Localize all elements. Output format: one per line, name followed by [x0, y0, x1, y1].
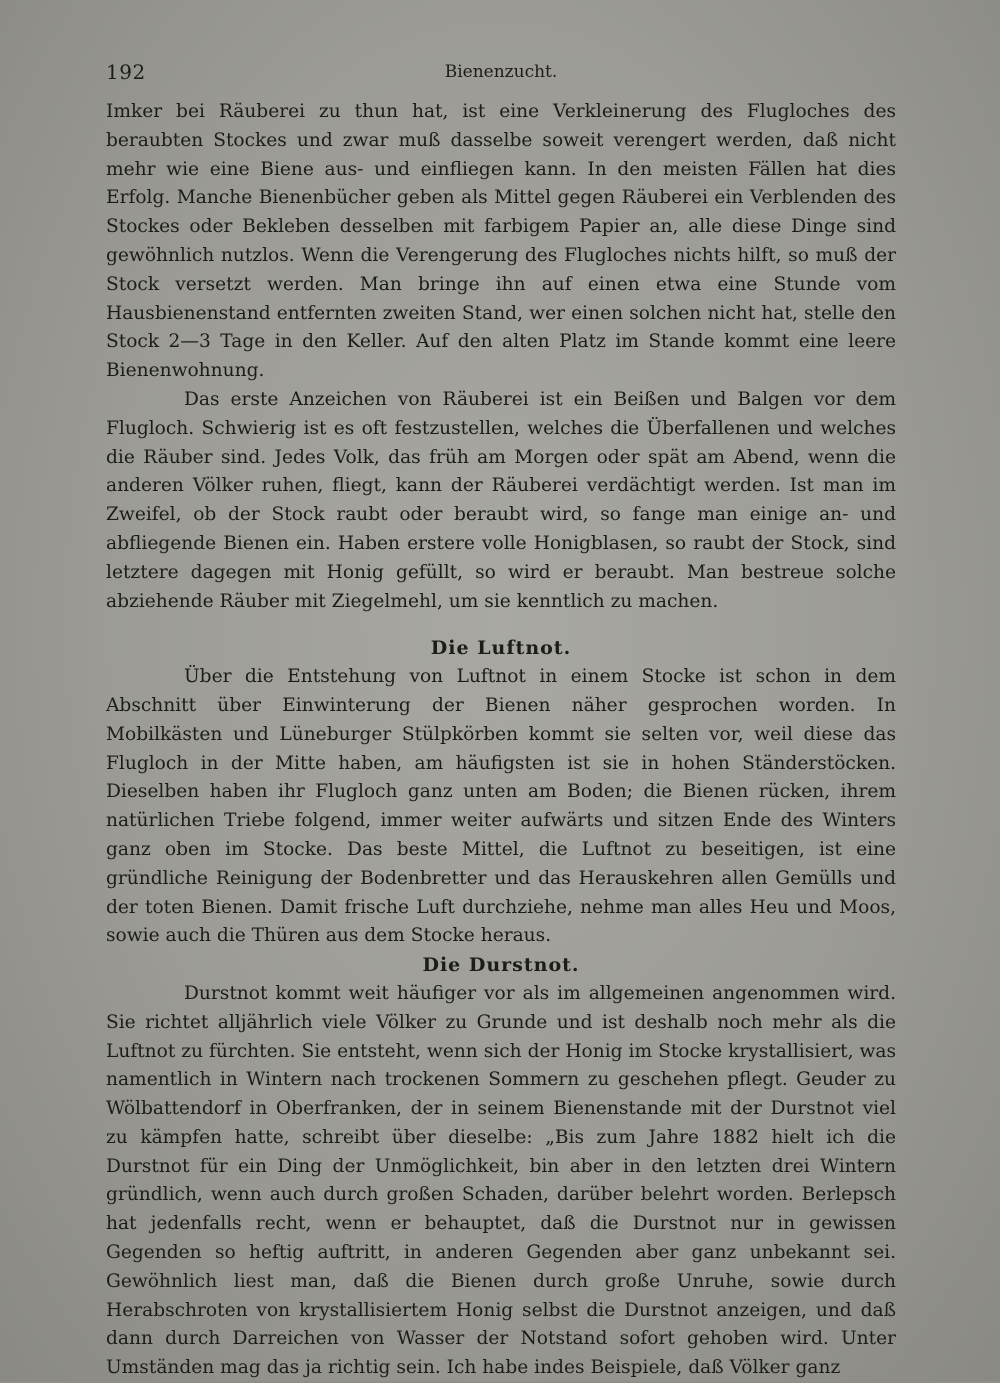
paragraph-luftnot: Über die Entstehung von Luftnot in einem Stocke ist schon in dem Abschnitt über Einwinterung der Bienen näher gesprochen worden. In Mobilkästen und Lüneburger Stülpkörben kommt sie selten vor, weil diese das Flugloch in der Mitte haben, am häufigsten ist sie in hohen Ständerstöcken. Dieselben haben ihr Flugloch ganz unten am Boden; die Bienen rücken, ihrem natürlichen Triebe folgend, immer weiter aufwärts und sitzen Ende des Winters ganz oben im Stocke. Das beste Mittel, die Luftnot zu beseitigen, ist eine gründliche Reinigung der Bodenbretter und das Herauskehren allen Gemülls und der toten Bienen. Damit frische Luft durchziehe, nehme man alles Heu und Moos, sowie auch die Thüren aus dem Stocke heraus.	[106, 666, 896, 947]
paragraph-durstnot: Durstnot kommt weit häufiger vor als im allgemeinen angenommen wird. Sie richtet alljährlich viele Völker zu Grunde und ist deshalb noch mehr als die Luftnot zu fürchten. Sie entsteht, wenn sich der Honig im Stocke krystallisiert, was namentlich in Wintern nach trockenen Sommern zu geschehen pflegt. Geuder zu Wölbattendorf in Oberfranken, der in seinem Bienenstande mit der Durstnot viel zu kämpfen hatte, schreibt über dieselbe: „Bis zum Jahre 1882 hielt ich die Durstnot für ein Ding der Unmöglichkeit, bin aber in den letzten drei Wintern gründlich, wenn auch durch großen Schaden, darüber belehrt worden. Berlepsch hat jedenfalls recht, wenn er behauptet, daß die Durstnot nur in gewissen Gegenden so heftig auftritt, in anderen Gegenden aber ganz unbekannt sei. Gewöhnlich liest man, daß die Bienen durch große Unruhe, sowie durch Herabschroten von krystallisiertem Honig selbst die Durstnot anzeigen, und daß dann durch Darreichen von Wasser der Notstand sofort gehoben wird. Unter Umständen mag das ja richtig sein. Ich habe indes Beispiele, daß Völker ganz	[106, 982, 896, 1379]
page-header	[106, 60, 896, 88]
heading-durstnot: Die Durstnot.	[422, 954, 580, 977]
heading-luftnot: Die Luftnot.	[430, 637, 572, 660]
paragraph-robbery-continued: Imker bei Räuberei zu thun hat, ist eine Verkleinerung des Flugloches des beraubten Stockes und zwar muß dasselbe soweit verengert werden, daß nicht mehr wie eine Biene aus- und einfliegen kann. In den meisten Fällen hat dies Erfolg. Manche Bienenbücher geben als Mittel gegen Räuberei ein Verblenden des Stockes oder Bekleben desselben mit farbigem Papier an, alle diese Dinge sind gewöhnlich nutzlos. Wenn die Verengerung des Flugloches nichts hilft, so muß der Stock versetzt werden. Man bringe ihn auf einen etwa eine Stunde vom Hausbienenstand entfernten zweiten Stand, wer einen solchen nicht hat, stelle den Stock 2—3 Tage in den Keller. Auf den alten Platz im Stande kommt eine leere Bienenwohnung.	[106, 101, 896, 382]
page-body	[106, 98, 896, 1383]
running-title: Bienenzucht.	[444, 62, 558, 82]
paragraph-robbery-signs: Das erste Anzeichen von Räuberei ist ein Beißen und Balgen vor dem Flugloch. Schwierig ist es oft festzustellen, welches die Überfallenen und welches die Räuber sind. Jedes Volk, das früh am Morgen oder spät am Abend, wenn die anderen Völker ruhen, fliegt, kann der Räuberei verdächtigt werden. Ist man im Zweifel, ob der Stock raubt oder beraubt wird, so fange man einige an- und abfliegende Bienen ein. Haben erstere volle Honigblasen, so raubt der Stock, sind letztere dagegen mit Honig gefüllt, so wird er beraubt. Man bestreue solche abziehende Räuber mit Ziegelmehl, um sie kenntlich zu machen.	[106, 388, 896, 612]
page-number: 192	[106, 60, 146, 84]
